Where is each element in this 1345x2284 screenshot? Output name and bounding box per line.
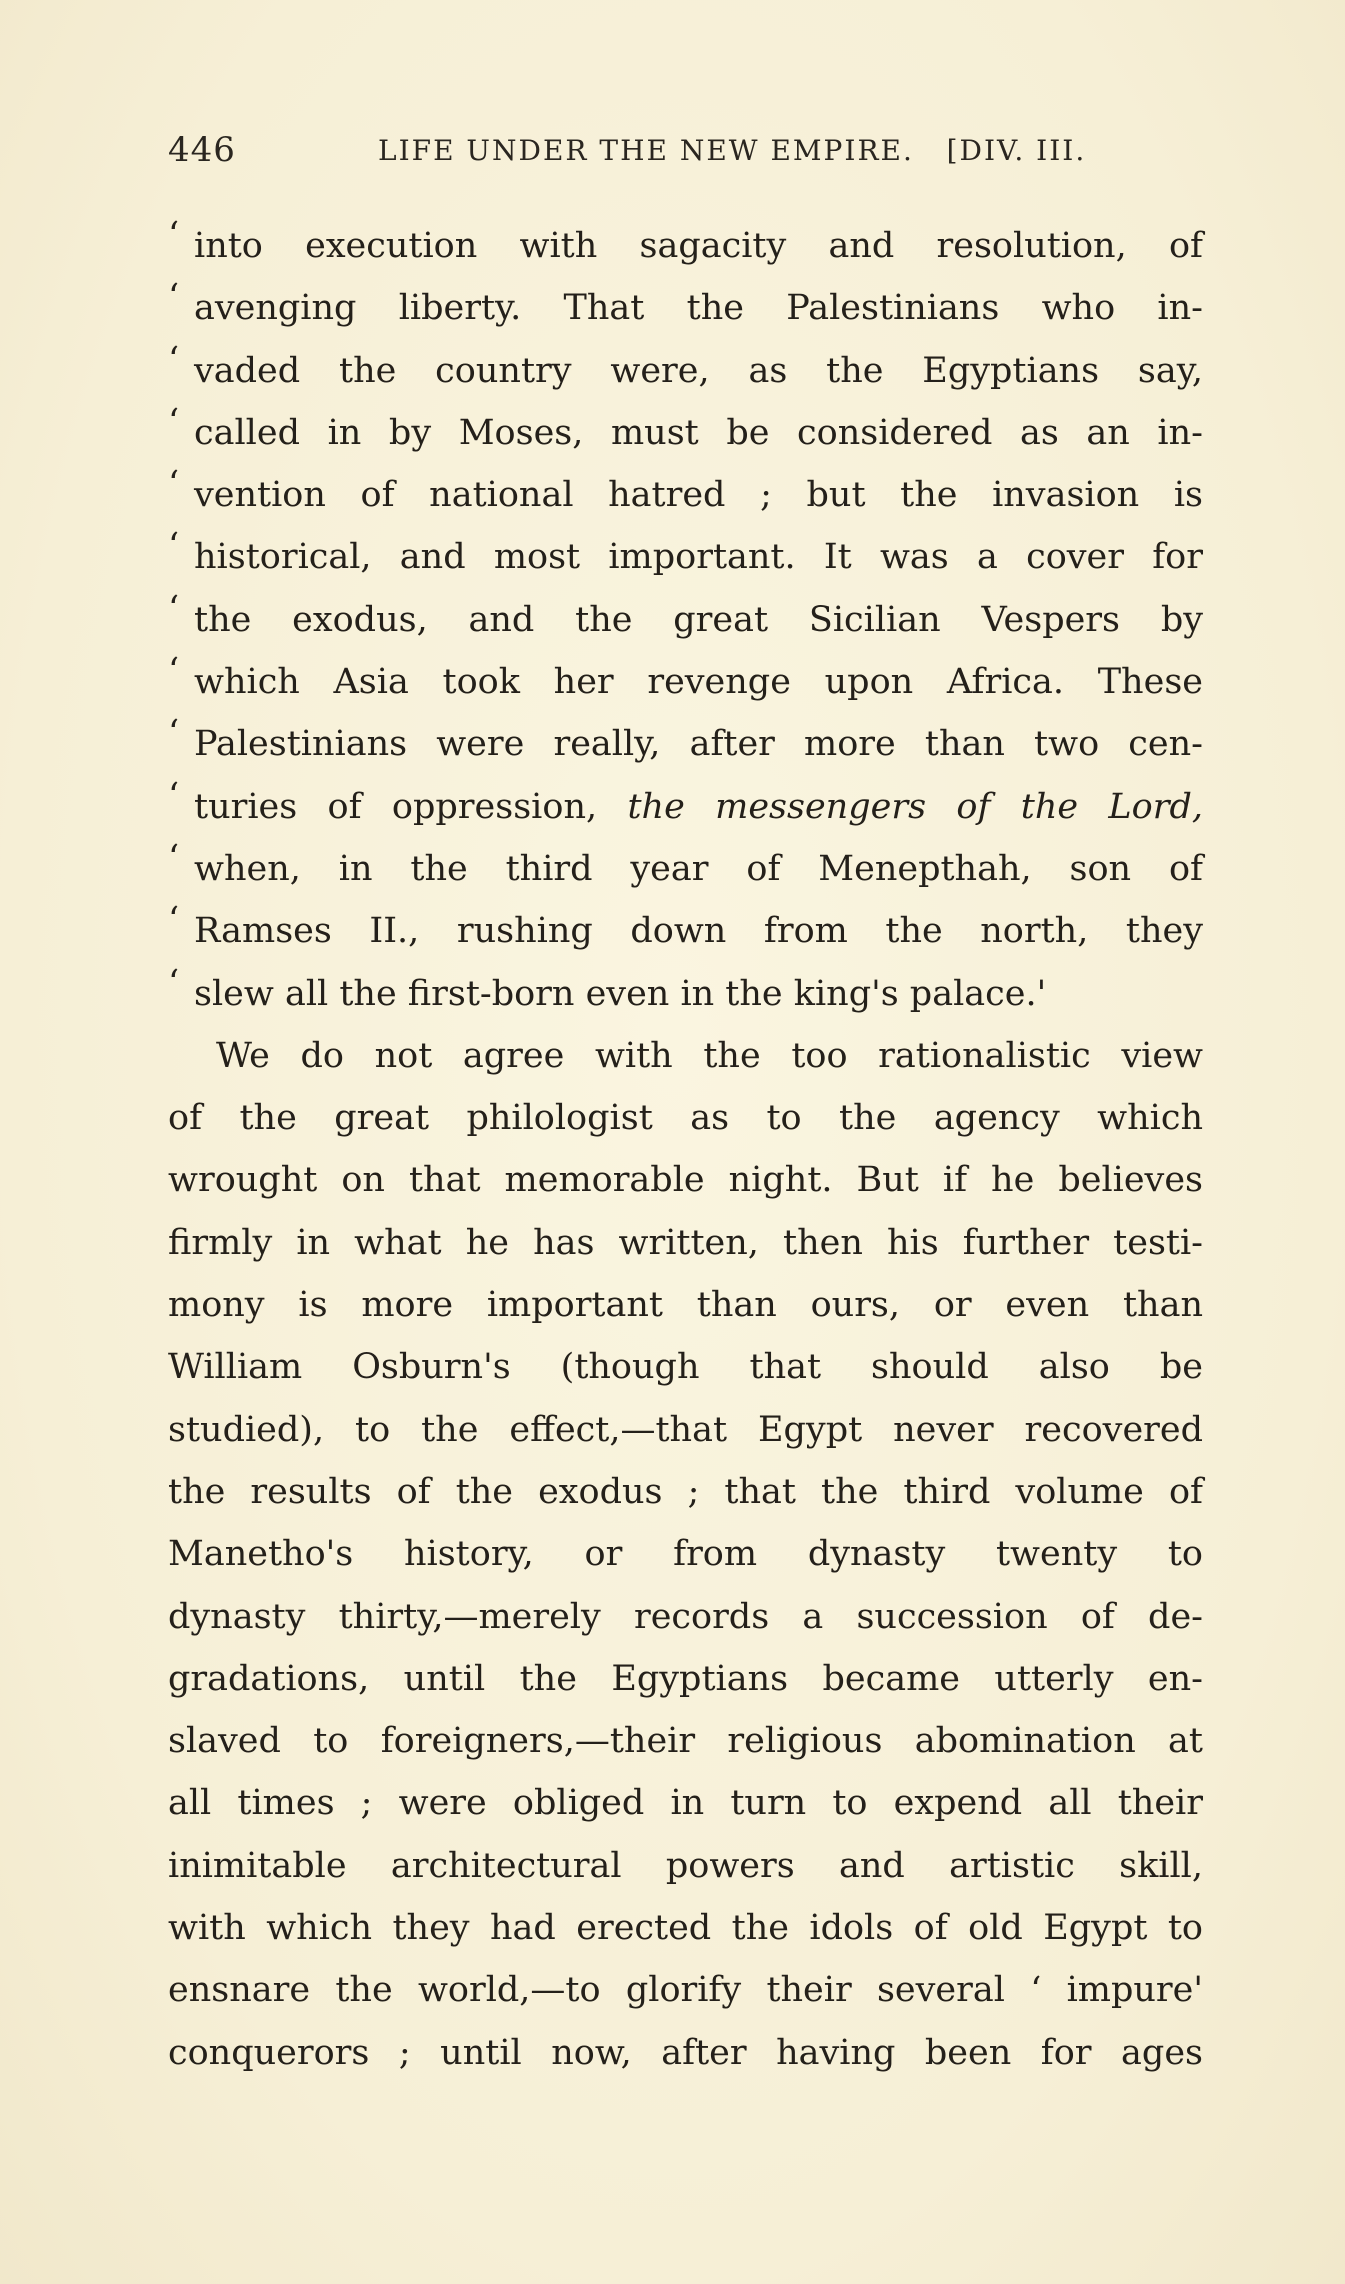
paragraph-line: We do not agree with the too rationalistic view xyxy=(216,1035,1203,1076)
quote-line-text: Palestinians were really, after more than two cen- xyxy=(194,724,1203,765)
quote-mark: ‘ xyxy=(168,277,180,318)
quote-line-text: historical, and most important. It was a cover for xyxy=(194,537,1203,578)
quote-mark: ‘ xyxy=(168,962,180,1003)
quote-line-text: when, in the third year of Menepthah, son of xyxy=(194,848,1203,889)
paragraph-line: gradations, until the Egyptians became utterly en- xyxy=(168,1658,1203,1699)
paragraph-line: of the great philologist as to the agency which xyxy=(168,1098,1203,1139)
quote-line-italic: the messengers of the Lord, xyxy=(627,786,1203,827)
quote-line xyxy=(168,963,1203,1025)
paragraph-line: William Osburn's (though that should also be xyxy=(168,1347,1203,1388)
paragraph-line: the results of the exodus ; that the third volume of xyxy=(168,1471,1203,1512)
paragraph-line: with which they had erected the idols of old Egypt to xyxy=(168,1908,1203,1949)
quote-line xyxy=(168,900,1203,962)
quote-line xyxy=(168,215,1203,277)
paragraph-line: studied), to the effect,—that Egypt never recovered xyxy=(168,1409,1203,1450)
quote-line-text: vaded the country were, as the Egyptians say, xyxy=(194,350,1203,391)
paragraph-line: ensnare the world,—to glorify their several ‘ impure' xyxy=(168,1970,1203,2011)
quote-line xyxy=(168,526,1203,588)
paragraph-line: conquerors ; until now, after having been for ages xyxy=(168,2032,1203,2073)
quote-line-roman: turies of oppression, xyxy=(194,786,628,827)
quote-mark: ‘ xyxy=(168,526,180,567)
quote-line-text: called in by Moses, must be considered as an in- xyxy=(194,412,1203,453)
quote-mark: ‘ xyxy=(168,464,180,505)
page-header xyxy=(168,130,1208,180)
quote-line xyxy=(168,464,1203,526)
quote-line-text: slew all the first-born even in the king's palace.' xyxy=(194,973,1047,1014)
quote-mark: ‘ xyxy=(168,339,180,380)
quote-mark: ‘ xyxy=(168,215,180,255)
body-text xyxy=(168,215,1203,2084)
paragraph-line: wrought on that memorable night. But if he believes xyxy=(168,1160,1203,1201)
quote-line xyxy=(168,589,1203,651)
quote-mark: ‘ xyxy=(168,651,180,692)
paragraph-line: Manetho's history, or from dynasty twenty to xyxy=(168,1534,1203,1575)
quote-mark: ‘ xyxy=(168,401,180,442)
quote-mark: ‘ xyxy=(168,837,180,878)
quote-line-text: into execution with sagacity and resolution, of xyxy=(194,226,1203,266)
quote-line-text: vention of national hatred ; but the invasion is xyxy=(194,475,1203,516)
paragraph-line: mony is more important than ours, or even than xyxy=(168,1285,1203,1326)
quote-line xyxy=(168,340,1203,402)
quote-line xyxy=(168,402,1203,464)
quote-line-text: Ramses II., rushing down from the north, they xyxy=(194,911,1203,952)
paragraph-line: firmly in what he has written, then his further testi- xyxy=(168,1222,1203,1263)
quote-line-text: the exodus, and the great Sicilian Vespers by xyxy=(194,599,1203,640)
quote-line-text: avenging liberty. That the Palestinians who in- xyxy=(194,288,1203,329)
paragraph-line: slaved to foreigners,—their religious abomination at xyxy=(168,1721,1203,1762)
page-number: 446 xyxy=(168,130,236,170)
quote-line xyxy=(168,277,1203,339)
quote-mark: ‘ xyxy=(168,775,180,816)
paragraph-line: dynasty thirty,—merely records a succession of de- xyxy=(168,1596,1203,1637)
quote-mark: ‘ xyxy=(168,588,180,629)
quote-line-text xyxy=(194,776,1203,838)
quote-line xyxy=(168,776,1203,838)
quote-line xyxy=(168,651,1203,713)
running-title: LIFE UNDER THE NEW EMPIRE. [DIV. III. xyxy=(378,134,1087,167)
paragraph-line: inimitable architectural powers and artistic skill, xyxy=(168,1845,1203,1886)
quote-mark: ‘ xyxy=(168,900,180,941)
paragraph-line: all times ; were obliged in turn to expend all their xyxy=(168,1783,1203,1824)
quote-line xyxy=(168,838,1203,900)
quote-line-text: which Asia took her revenge upon Africa. These xyxy=(194,662,1203,703)
quote-line xyxy=(168,713,1203,775)
quote-mark: ‘ xyxy=(168,713,180,754)
